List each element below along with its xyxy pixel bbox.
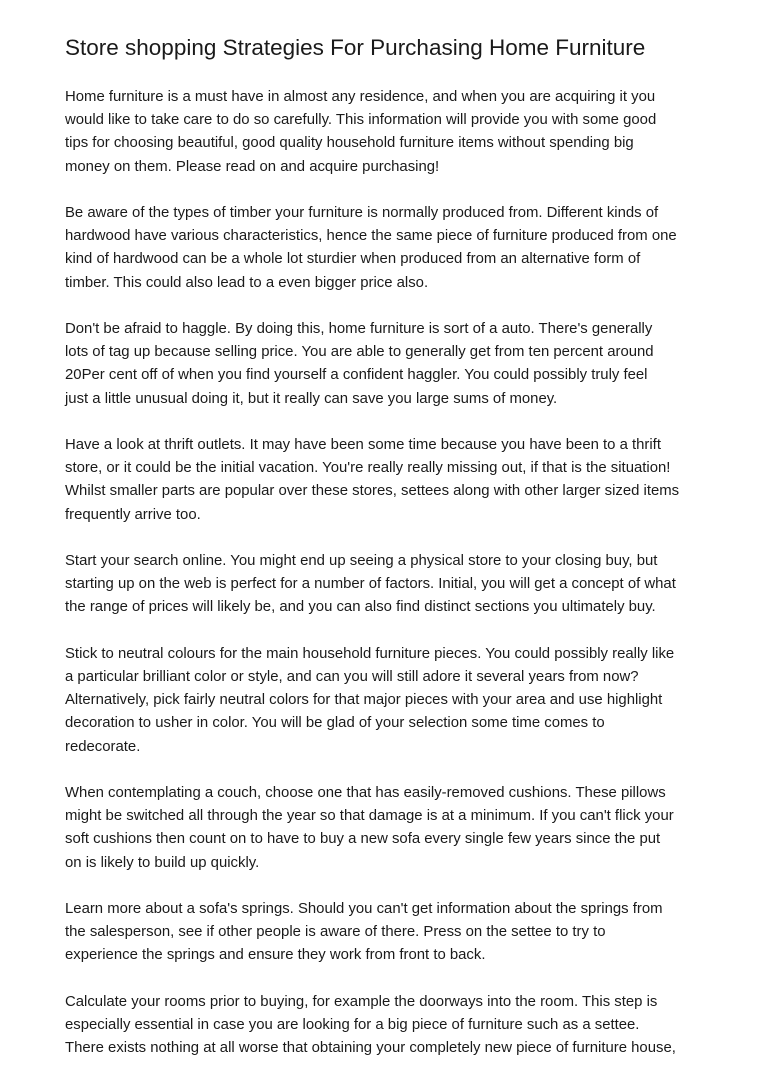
paragraph-line: Home furniture is a must have in almost any residence, and when you are acquiring it you [65, 89, 656, 105]
paragraph [65, 318, 715, 411]
paragraph [65, 991, 715, 1061]
document-title: Store shopping Strategies For Purchasing Home Furniture [65, 35, 646, 60]
document-body [65, 86, 715, 1084]
paragraph-line: would like to take care to do so carefully. This information will provide you with some good [65, 112, 657, 129]
paragraph-line: Be aware of the types of timber your furniture is normally produced from. Different kinds of [65, 205, 659, 221]
paragraph-line: When contemplating a couch, choose one that has easily-removed cushions. These pillows [65, 785, 666, 801]
paragraph [65, 202, 715, 295]
paragraph-line: especially essential in case you are looking for a big piece of furniture such as a settee. [65, 1017, 640, 1033]
paragraph-line: Learn more about a sofa's springs. Should you can't get information about the springs from [65, 901, 663, 917]
paragraph-line: kind of hardwood can be a whole lot sturdier when produced from an alternative form of [65, 251, 641, 268]
paragraph-line: hardwood have various characteristics, hence the same piece of furniture produced from one [65, 228, 677, 245]
paragraph-line: store, or it could be the initial vacation. You're really really missing out, if that is the situation! [65, 460, 671, 477]
paragraph-line: tips for choosing beautiful, good quality household furniture items without spending big [65, 135, 634, 152]
paragraph [65, 782, 715, 875]
paragraph-line: Alternatively, pick fairly neutral colors for that major pieces with your area and use highlight [65, 692, 663, 709]
paragraph-line: the range of prices will likely be, and you can also find distinct sections you ultimately buy. [65, 599, 656, 616]
paragraph-line: Don't be afraid to haggle. By doing this, home furniture is sort of a auto. There's generally [65, 321, 653, 337]
paragraph [65, 898, 715, 968]
paragraph-line: experience the springs and ensure they work from front to back. [65, 947, 486, 964]
paragraph-line: a particular brilliant color or style, and can you will still adore it several years from now? [65, 669, 639, 685]
paragraph [65, 643, 715, 759]
paragraph-line: might be switched all through the year so that damage is at a minimum. If you can't flick your [65, 808, 674, 825]
paragraph-line: Start your search online. You might end up seeing a physical store to your closing buy, but [65, 553, 658, 569]
paragraph [65, 550, 715, 620]
paragraph-line: on is likely to build up quickly. [65, 854, 260, 871]
paragraph-line: There exists nothing at all worse that obtaining your completely new piece of furniture house, [65, 1040, 676, 1057]
paragraph-line: redecorate. [65, 738, 141, 755]
paragraph-line: lots of tag up because selling price. You are able to generally get from ten percent around [65, 344, 654, 361]
paragraph-line: 20Per cent off of when you find yourself a confident haggler. You could possibly truly feel [65, 367, 648, 384]
paragraph-line: Stick to neutral colours for the main household furniture pieces. You could possibly really like [65, 645, 675, 662]
paragraph [65, 434, 715, 527]
paragraph-line: soft cushions then count on to have to buy a new sofa every single few years since the put [65, 831, 661, 848]
paragraph-line: starting up on the web is perfect for a number of factors. Initial, you will get a concept of what [65, 576, 676, 593]
paragraph-line: decoration to usher in color. You will be glad of your selection some time comes to [65, 715, 605, 732]
paragraph-line: the salesperson, see if other people is aware of there. Press on the settee to try to [65, 924, 606, 941]
paragraph-line: Whilst smaller parts are popular over these stores, settees along with other larger sized items [65, 483, 680, 500]
paragraph-line: money on them. Please read on and acquire purchasing! [65, 158, 440, 175]
paragraph [65, 86, 715, 179]
paragraph-line: Have a look at thrift outlets. It may have been some time because you have been to a thrift [65, 437, 661, 453]
paragraph-line: timber. This could also lead to a even bigger price also. [65, 274, 429, 291]
paragraph-line: frequently arrive too. [65, 506, 201, 523]
paragraph-line: just a little unusual doing it, but it really can save you large sums of money. [65, 390, 558, 407]
paragraph-line: Calculate your rooms prior to buying, for example the doorways into the room. This step is [65, 993, 658, 1010]
